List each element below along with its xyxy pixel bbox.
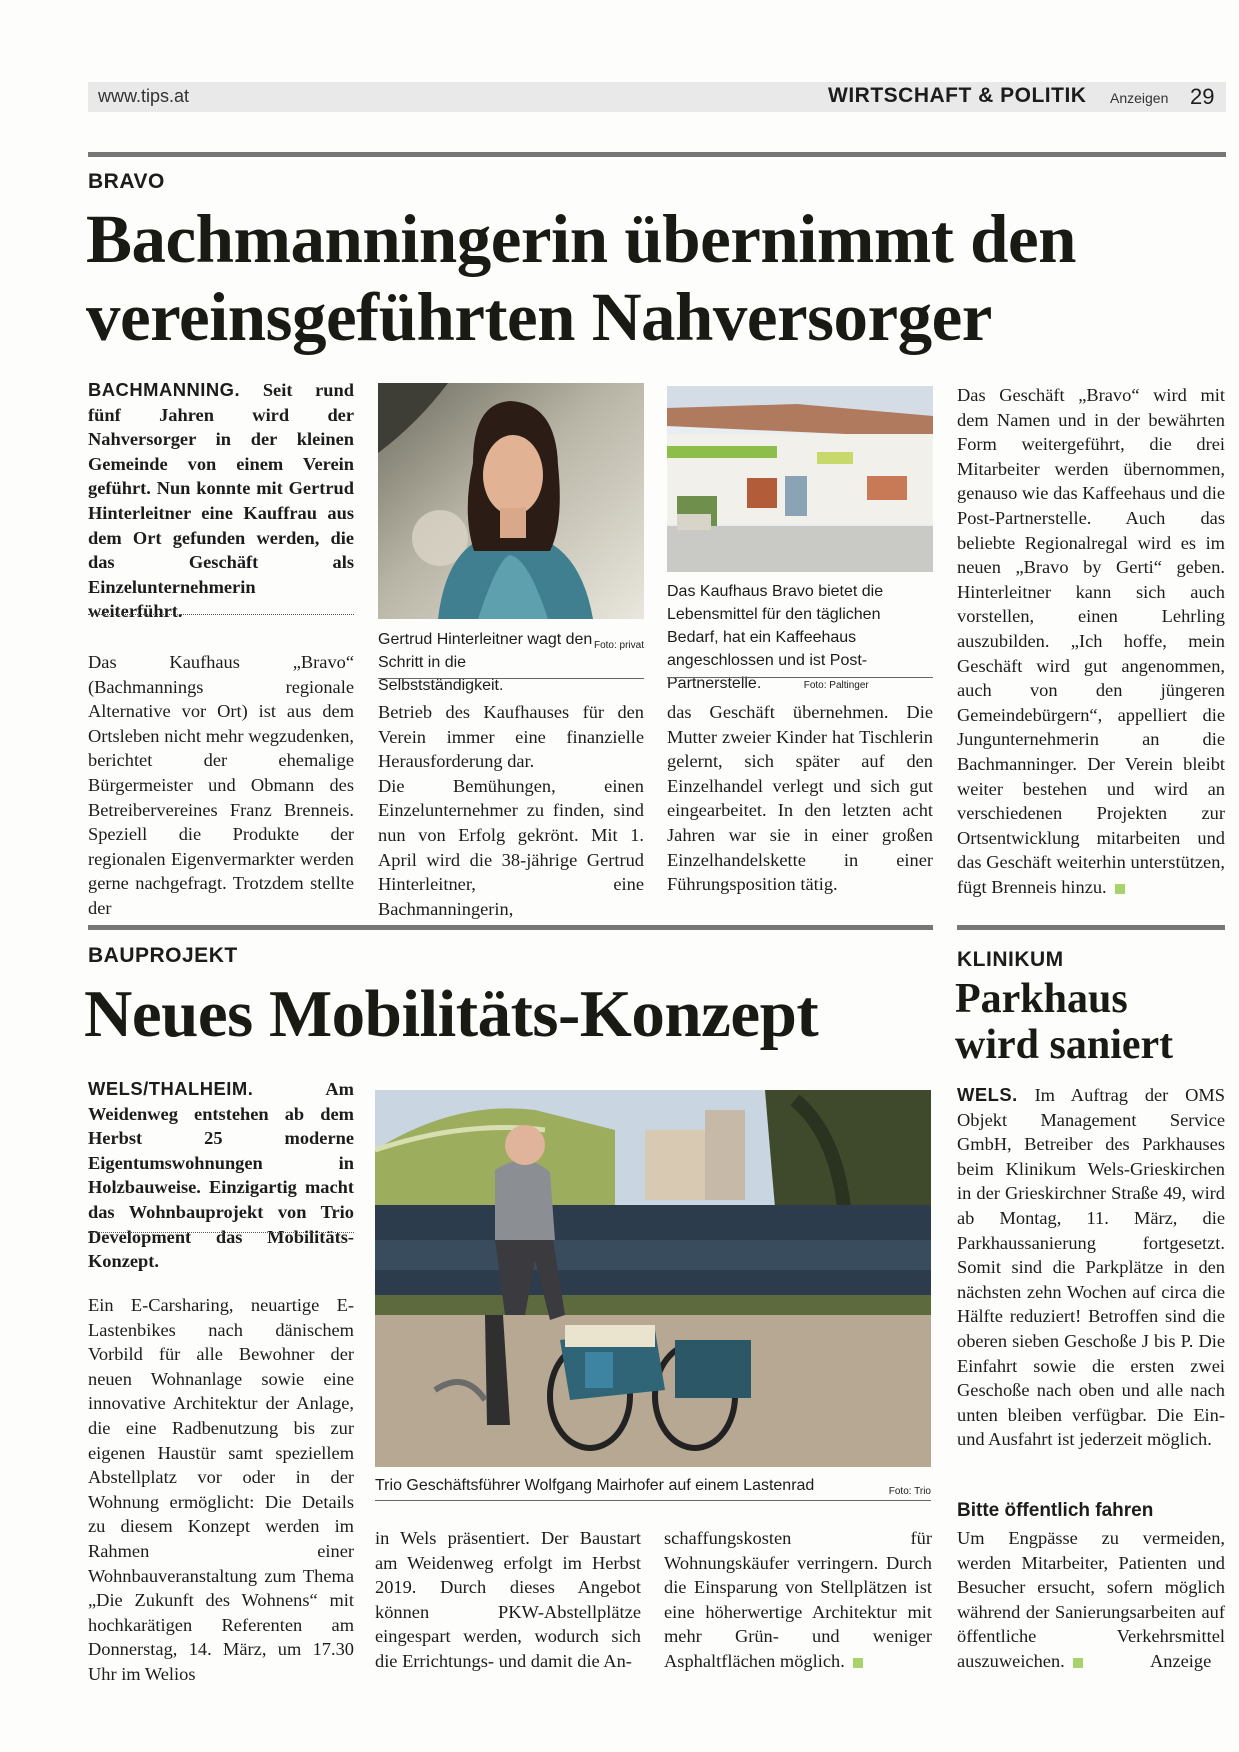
article2-headline: Neues Mobilitäts-Konzept bbox=[84, 977, 819, 1051]
article1-col2-body bbox=[378, 700, 644, 921]
article1-col2-p2: Die Bemühungen, einen Einzelunternehmer zu finden, sind nun von Erfolg gekrönt. Mit 1. April wird die 38-jährige Gertrud Hinterleitner, eine Bachmanningerin, bbox=[378, 775, 644, 919]
article3-body-p1-text: Im Auftrag der OMS Objekt Management Service GmbH, Betreiber des Parkhauses beim Klinikum Wels-Grieskirchen in der Grieskirchner Straße 49, wird ab Montag, 11. März, die Parkhaussanierung fortgesetzt. Somit sind die Parkplätze in den nächsten zehn Wochen auf circa die Hälfte reduziert! Betroffen sind die oberen sieben Geschoße J bis P. Die Einfahrt sowie die ersten zwei Geschoße nach oben und alle nach unten bleiben verfügbar. Die Ein- und Ausfahrt ist jederzeit möglich. bbox=[957, 1085, 1225, 1450]
lead-separator bbox=[88, 614, 354, 615]
article1-headline bbox=[86, 200, 1076, 356]
photo1-caption-text: Gertrud Hinterleitner wagt den Schritt in die Selbstständigkeit. bbox=[378, 631, 593, 694]
article1-kicker: BRAVO bbox=[88, 170, 165, 193]
article1-lead bbox=[88, 378, 354, 624]
article2-col2-body: in Wels präsentiert. Der Baustart am Weidenweg erfolgt im Herbst 2019. Durch dieses Angebot können PKW-Abstellplätze eingespart werden, wodurch sich die Errichtungs- und damit die An- bbox=[375, 1528, 641, 1671]
cargo-bike-photo bbox=[375, 1090, 931, 1467]
photo1-credit: Foto: privat bbox=[593, 640, 644, 651]
article1-headline-line1: Bachmanningerin übernimmt den bbox=[86, 201, 1076, 277]
article1-col1-body: Das Kaufhaus „Bravo“ (Bachmannings regionale Alternative vor Ort) ist aus dem Ortsleben nicht mehr wegzudenken, berichtet der ehemalige Bürgermeister und Obmann des Betreibervereines Franz Brenneis. Speziell die Produkte der regionalen Eigenvermarkter werden gerne nachgefragt. Trotzdem stellte der bbox=[88, 652, 354, 918]
article2-col3-text: schaffungskosten für Wohnungskäufer verringern. Durch die Einsparung von Stellplätzen ist eine höherwertige Architektur mit mehr Grün- und weniger Asphaltflächen möglich. bbox=[664, 1528, 932, 1671]
shop-photo bbox=[667, 386, 933, 572]
article1-col3-body: das Geschäft übernehmen. Die Mutter zweier Kinder hat Tischlerin gelernt, sich später auf den Einzelhandel verlegt und sich gut eingearbeitet. In den letzten acht Jahren war sie in einer großen Einzelhandelskette in einer Führungsposition tätig. bbox=[667, 702, 933, 895]
article1-lead-location: BACHMANNING. bbox=[88, 379, 241, 400]
photo2-caption bbox=[667, 580, 933, 697]
article3-body-p2-text: Um Engpässe zu vermeiden, werden Mitarbeiter, Patienten und Besucher ersucht, sofern möglich während der Sanierungsarbeiten auf öffentliche Verkehrsmittel auszuweichen. bbox=[957, 1528, 1225, 1671]
article2-kicker: BAUPROJEKT bbox=[88, 944, 238, 967]
article-end-marker bbox=[853, 1658, 863, 1668]
article2-lead bbox=[88, 1077, 354, 1274]
photo2-caption-text: Das Kaufhaus Bravo bietet die Lebensmittel für den täglichen Bedarf, hat ein Kaffeehaus angeschlossen und ist Post-Partnerstelle. bbox=[667, 583, 884, 692]
ad-label: Anzeige bbox=[1150, 1651, 1212, 1671]
article2-col1-body: Ein E-Carsharing, neuartige E-Lastenbikes nach dänischem Vorbild für alle Bewohner der neuen Wohnanlage sowie eine innovative Architektur der Anlage, die eine Radbenutzung bis zur eigenen Haustür samt speziellem Abstellplatz vor oder in der Wohnung ermöglicht: Die Details zu diesem Konzept werden im Rahmen einer Wohnbauveranstaltung zum Thema „Die Zukunft des Wohnens“ mit hochkarätigen Referenten am Donnerstag, 14. März, um 17.30 Uhr im Welios bbox=[88, 1295, 354, 1684]
photo2-credit: Foto: Paltinger bbox=[803, 680, 869, 691]
portrait-photo bbox=[378, 383, 644, 619]
caption-rule bbox=[378, 678, 644, 679]
article1-col4-body bbox=[957, 383, 1225, 899]
lead-separator bbox=[88, 1232, 354, 1233]
article1-headline-line2: vereinsgeführten Nahversorger bbox=[86, 279, 992, 355]
article3-headline-line1: Parkhaus bbox=[955, 976, 1128, 1022]
photo1-caption bbox=[378, 628, 644, 697]
site-url: www.tips.at bbox=[98, 86, 190, 106]
cargo-bike-image bbox=[375, 1090, 931, 1467]
section-rule bbox=[88, 152, 1226, 157]
section-rule bbox=[957, 925, 1225, 930]
article3-lead-location: WELS. bbox=[957, 1084, 1018, 1105]
article-end-marker bbox=[1073, 1658, 1083, 1668]
article3-headline bbox=[955, 976, 1173, 1068]
article3-subhead: Bitte öffentlich fahren bbox=[957, 1500, 1154, 1521]
article3-headline-line2: wird saniert bbox=[955, 1022, 1174, 1068]
caption-rule bbox=[667, 677, 933, 678]
photo3-credit: Foto: Trio bbox=[888, 1486, 931, 1497]
article-end-marker bbox=[1115, 884, 1125, 894]
section-title: WIRTSCHAFT & POLITIK bbox=[828, 84, 1087, 107]
article3-kicker: KLINIKUM bbox=[957, 948, 1064, 971]
portrait-image bbox=[378, 383, 644, 619]
article3-body-p1 bbox=[957, 1083, 1225, 1452]
article1-col4-text: Das Geschäft „Bravo“ wird mit dem Namen und in der bewährten Form weitergeführt, die drei Mitarbeiter werden übernommen, genauso wie das Kaffeehaus und die Post-Partnerstelle. Auch das beliebte Regionalregal wird es im neuen „Bravo by Gerti“ geben. Hinterleitner kann sich auch vorstellen, einen Lehrling auszubilden. „Ich hoffe, mein Geschäft wird gut angenommen, auch von den jüngeren Gemeindebürgern“, appelliert die Jungunternehmerin an die Bachmanninger. Der Verein bleibt weiter bestehen und wird an verschiedenen Projekten zur Ortsentwicklung mitarbeiten und das Geschäft weiterhin unterstützen, fügt Brenneis hinzu. bbox=[957, 385, 1225, 897]
page-number: 29 bbox=[1190, 84, 1215, 109]
section-rule bbox=[88, 925, 933, 930]
article1-lead-text: Seit rund fünf Jahren wird der Nahversorger in der kleinen Gemeinde von einem Verein geführt. Nun konnte mit Gertrud Hinterleitner eine Kauffrau aus dem Ort gefunden werden, die das Geschäft als Einzelunternehmerin weiterführt. bbox=[88, 380, 354, 622]
photo3-caption-text: Trio Geschäftsführer Wolfgang Mairhofer auf einem Lastenrad bbox=[375, 1477, 815, 1494]
article2-col3-body bbox=[664, 1526, 932, 1674]
article2-lead-location: WELS/THALHEIM. bbox=[88, 1078, 254, 1099]
shop-image bbox=[667, 386, 933, 572]
article2-lead-text: Am Weidenweg entstehen ab dem Herbst 25 moderne Eigentumswohnungen in Holzbauweise. Einzigartig macht das Wohnbauprojekt von Trio Development das Mobilitäts-Konzept. bbox=[88, 1079, 354, 1272]
photo3-caption bbox=[375, 1474, 931, 1503]
article1-col2-p1: Betrieb des Kaufhauses für den Verein immer eine finanzielle Herausforderung dar. bbox=[378, 702, 644, 772]
caption-rule bbox=[375, 1500, 931, 1501]
ads-label: Anzeigen bbox=[1110, 90, 1169, 106]
